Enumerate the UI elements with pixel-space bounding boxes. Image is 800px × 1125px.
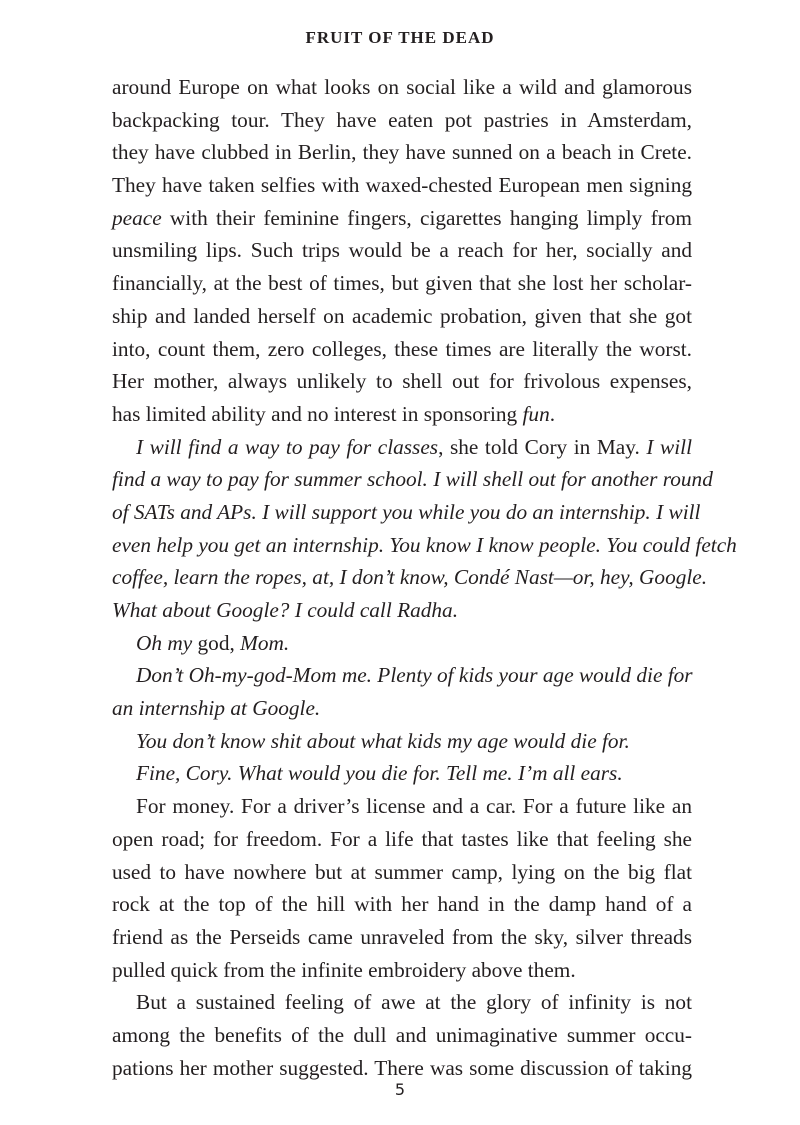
text-line xyxy=(112,365,692,398)
italic-text: coffee, learn the ropes, at, I don’t know, Condé Nast—or, hey, Google. xyxy=(112,565,708,590)
text-segment: financially, at the best of times, but given that she lost her scholar- xyxy=(112,271,692,296)
page-number: 5 xyxy=(394,1080,406,1099)
text-line xyxy=(112,856,692,889)
italic-text: What about Google? I could call Radha. xyxy=(112,598,459,622)
text-line xyxy=(112,823,692,856)
text-line xyxy=(112,169,692,202)
italic-text: Don’t Oh-my-god-Mom me. Plenty of kids your age would die for xyxy=(136,663,693,688)
text-line xyxy=(112,529,737,562)
italic-text: even help you get an internship. You know I know people. You could fetch xyxy=(112,532,737,557)
text-line xyxy=(112,757,692,790)
text-segment: For money. For a driver’s license and a car. For a future like an xyxy=(136,794,692,819)
italic-text: Mom. xyxy=(240,630,290,655)
text-segment: has limited ability and no interest in sponsoring xyxy=(112,401,523,426)
text-segment: ship and landed herself on academic probation, given that she got xyxy=(112,303,692,328)
italic-text: Fine, Cory. What would you die for. Tell me. I’m all ears. xyxy=(136,761,623,786)
text-segment: used to have nowhere but at summer camp, lying on the big flat xyxy=(112,859,692,884)
text-line xyxy=(112,692,692,725)
text-line xyxy=(112,104,692,137)
text-segment: around Europe on what looks on social like a wild and glamorous xyxy=(112,75,692,99)
text-segment: friend as the Perseids came unraveled from the sky, silver threads xyxy=(112,924,692,949)
text-segment: they have clubbed in Berlin, they have sunned on a beach in Crete. xyxy=(112,140,692,165)
text-line xyxy=(112,234,692,267)
text-segment: god, xyxy=(197,630,241,655)
running-header: FRUIT OF THE DEAD xyxy=(305,28,495,47)
italic-text: You don’t know shit about what kids my age would die for. xyxy=(136,728,630,753)
text-line xyxy=(112,888,692,921)
text-segment: Her mother, always unlikely to shell out for frivolous expenses, xyxy=(112,369,692,394)
text-line xyxy=(112,561,708,594)
text-line xyxy=(112,496,701,529)
italic-text: I will xyxy=(646,434,692,459)
italic-text: Oh my xyxy=(136,630,198,655)
text-line xyxy=(112,267,692,300)
text-line xyxy=(112,431,692,464)
text-line xyxy=(112,921,692,954)
text-line xyxy=(112,202,692,235)
text-segment: backpacking tour. They have eaten pot pastries in Amsterdam, xyxy=(112,107,692,132)
text-line xyxy=(112,986,692,1019)
text-line xyxy=(112,463,713,496)
text-segment: They have taken selfies with waxed-chested European men signing xyxy=(112,173,692,198)
italic-text: I will find a way to pay for classes xyxy=(136,434,439,459)
text-segment: unsmiling lips. Such trips would be a reach for her, socially and xyxy=(112,238,692,263)
text-segment: pulled quick from the infinite embroidery above them. xyxy=(112,957,576,982)
text-segment: . xyxy=(549,401,556,426)
text-segment: pations her mother suggested. There was some discussion of taking xyxy=(112,1055,692,1080)
text-line xyxy=(112,71,692,104)
italic-text: of SATs and APs. I will support you while you do an internship. I will xyxy=(112,499,701,524)
italic-text: fun xyxy=(522,401,550,426)
text-segment: , she told Cory in May. xyxy=(438,434,647,459)
text-line xyxy=(112,594,692,627)
text-line xyxy=(112,300,692,333)
italic-text: find a way to pay for summer school. I will shell out for another round xyxy=(112,467,713,492)
italic-text: peace xyxy=(112,205,162,230)
text-line xyxy=(112,398,692,431)
text-line xyxy=(112,790,692,823)
text-line xyxy=(112,136,692,169)
text-line xyxy=(112,1019,692,1052)
body-text xyxy=(112,71,737,1084)
text-segment: rock at the top of the hill with her hand in the damp hand of a xyxy=(112,892,692,917)
text-segment: among the benefits of the dull and unimaginative summer occu- xyxy=(112,1022,692,1047)
text-line xyxy=(112,659,692,692)
text-line xyxy=(112,333,692,366)
text-segment: open road; for freedom. For a life that tastes like that feeling she xyxy=(112,826,692,851)
text-line xyxy=(112,627,692,660)
text-line xyxy=(112,954,692,987)
text-line xyxy=(112,725,692,758)
italic-text: an internship at Google. xyxy=(112,696,321,721)
text-segment: But a sustained feeling of awe at the glory of infinity is not xyxy=(136,990,692,1015)
text-segment: with their feminine fingers, cigarettes hanging limply from xyxy=(161,205,692,230)
text-segment: into, count them, zero colleges, these times are literally the worst. xyxy=(112,336,692,361)
